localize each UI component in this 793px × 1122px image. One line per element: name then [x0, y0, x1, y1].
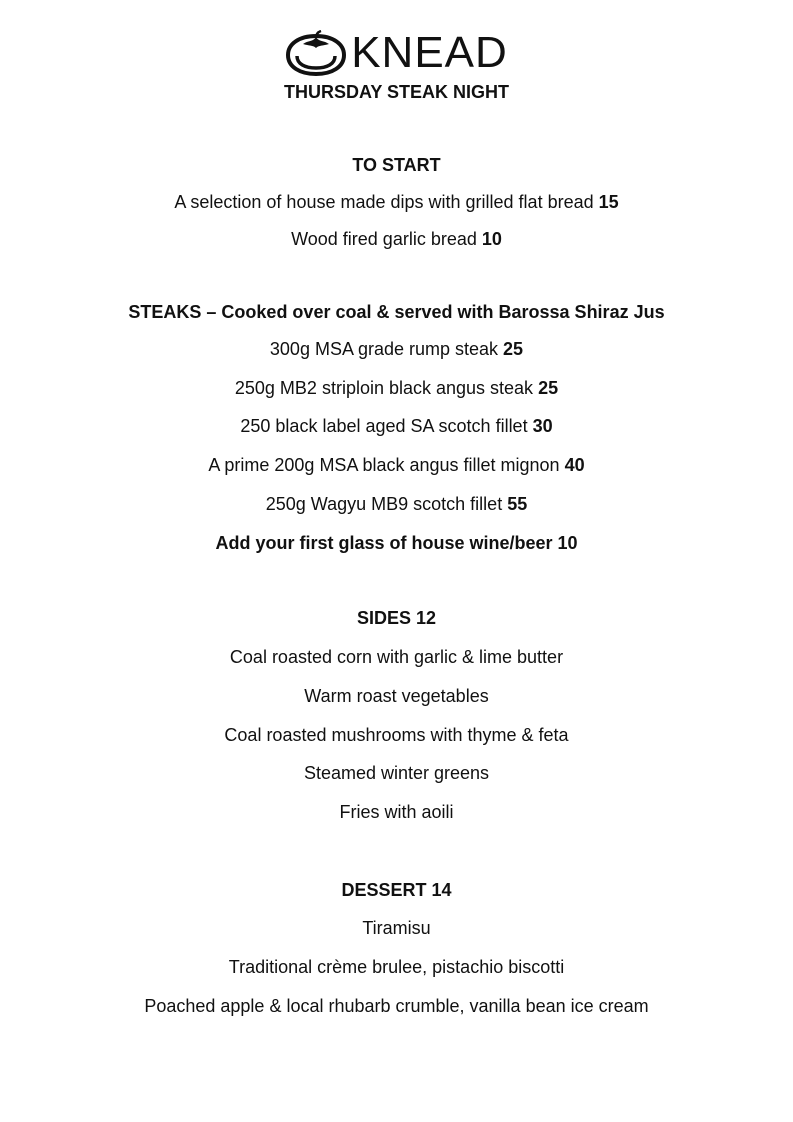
menu-item-text: A prime 200g MSA black angus fillet mignon [208, 455, 565, 475]
section-heading-sides: SIDES 12 [356, 608, 437, 628]
menu-item: Traditional crème brulee, pistachio biscotti [228, 957, 565, 977]
menu-item-text: 250g MB2 striploin black angus steak [234, 378, 539, 398]
menu-item-price: 40 [564, 455, 585, 475]
tomato-icon [285, 30, 347, 76]
brand-logo [0, 28, 793, 78]
menu-item-price: 25 [503, 339, 524, 359]
menu-item-price: 25 [538, 378, 559, 398]
menu-item: Coal roasted corn with garlic & lime butter [229, 647, 564, 667]
menu-item: Fries with aoili [339, 802, 454, 822]
section-heading-steaks: STEAKS – Cooked over coal & served with Barossa Shiraz Jus [128, 302, 665, 322]
menu-item [0, 376, 793, 400]
menu-item-text: A selection of house made dips with grilled flat bread [174, 192, 599, 212]
menu-item-price: 15 [598, 192, 619, 212]
menu-item-text: 250 black label aged SA scotch fillet [240, 416, 533, 436]
menu-item-price: 55 [507, 494, 528, 514]
menu-item [0, 453, 793, 477]
menu-item-text: Wood fired garlic bread [291, 229, 482, 249]
menu-item: Steamed winter greens [303, 763, 490, 783]
steaks-addon: Add your first glass of house wine/beer 10 [215, 533, 578, 553]
menu-item [0, 227, 793, 251]
menu-item [0, 190, 793, 214]
menu-item-price: 10 [481, 229, 502, 249]
menu-item [0, 414, 793, 438]
section-heading-start: TO START [352, 155, 441, 175]
menu-item: Warm roast vegetables [304, 686, 489, 706]
menu-subtitle: THURSDAY STEAK NIGHT [283, 82, 510, 102]
menu-item-text: 250g Wagyu MB9 scotch fillet [265, 494, 508, 514]
brand-name: KNEAD [351, 28, 508, 77]
section-heading-dessert: DESSERT 14 [341, 880, 452, 900]
menu-item: Coal roasted mushrooms with thyme & feta [224, 725, 569, 745]
menu-item [0, 492, 793, 516]
menu-item-text: 300g MSA grade rump steak [269, 339, 504, 359]
menu-item-price: 30 [532, 416, 553, 436]
menu-item [0, 337, 793, 361]
menu-item: Tiramisu [362, 918, 431, 938]
menu-item: Poached apple & local rhubarb crumble, vanilla bean ice cream [144, 996, 649, 1016]
